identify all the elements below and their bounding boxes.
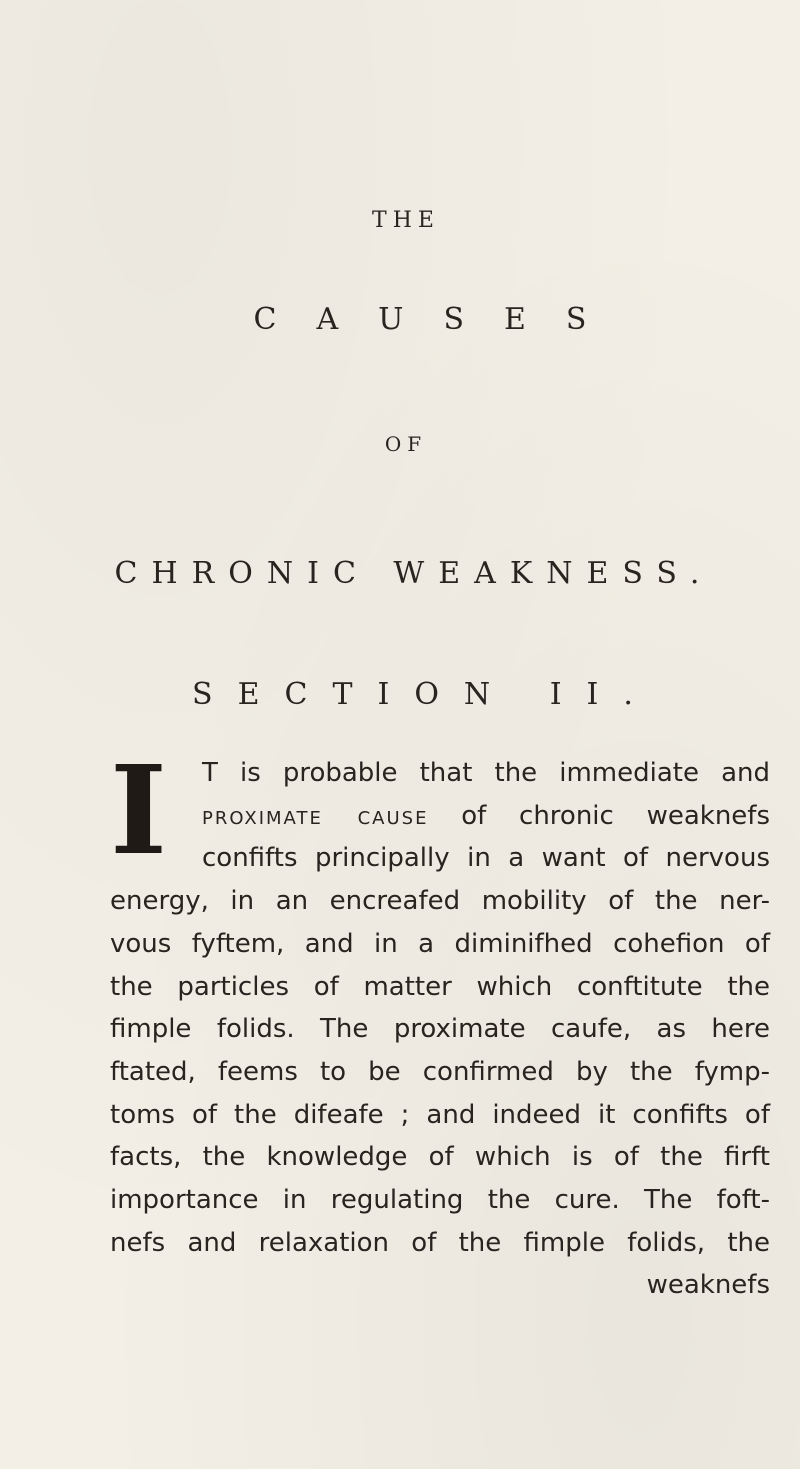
text-line-6: the particles of matter which conftitute the	[110, 971, 770, 1002]
catchword: weaknefs	[646, 1270, 770, 1301]
page-title: CHRONIC WEAKNESS.	[114, 556, 714, 591]
body-paragraph	[110, 738, 771, 1307]
heading-of: OF	[384, 432, 428, 456]
text-line-4: energy, in an encreafed mobility of the ner-	[110, 886, 770, 917]
text-line-7: fimple folids. The proximate caufe, as here	[110, 1014, 770, 1045]
text-line-9: toms of the difeafe ; and indeed it confifts of	[110, 1099, 770, 1130]
text-line-2	[110, 795, 770, 838]
section-heading: SECTION II.	[192, 677, 658, 712]
heading-causes: CAUSES	[253, 302, 627, 337]
heading-the: THE	[372, 208, 440, 233]
text-line-12: nefs and relaxation of the fimple folids, the	[110, 1227, 770, 1258]
text-line-3: confifts principally in a want of nervous	[202, 843, 770, 874]
text-line-11: importance in regulating the cure. The foft-	[110, 1185, 770, 1216]
text-line-8: ftated, feems to be confirmed by the fymp-	[110, 1056, 770, 1087]
text-line-2-rest: of chronic weaknefs	[428, 800, 771, 831]
text-line-10: facts, the knowledge of which is of the firft	[110, 1142, 770, 1173]
drop-cap: I	[110, 738, 168, 882]
smallcaps-phrase: proximate cause	[202, 800, 429, 831]
text-line-5: vous fyftem, and in a diminifhed cohefion of	[110, 928, 770, 959]
text-line-1: T is probable that the immediate and	[202, 758, 770, 788]
